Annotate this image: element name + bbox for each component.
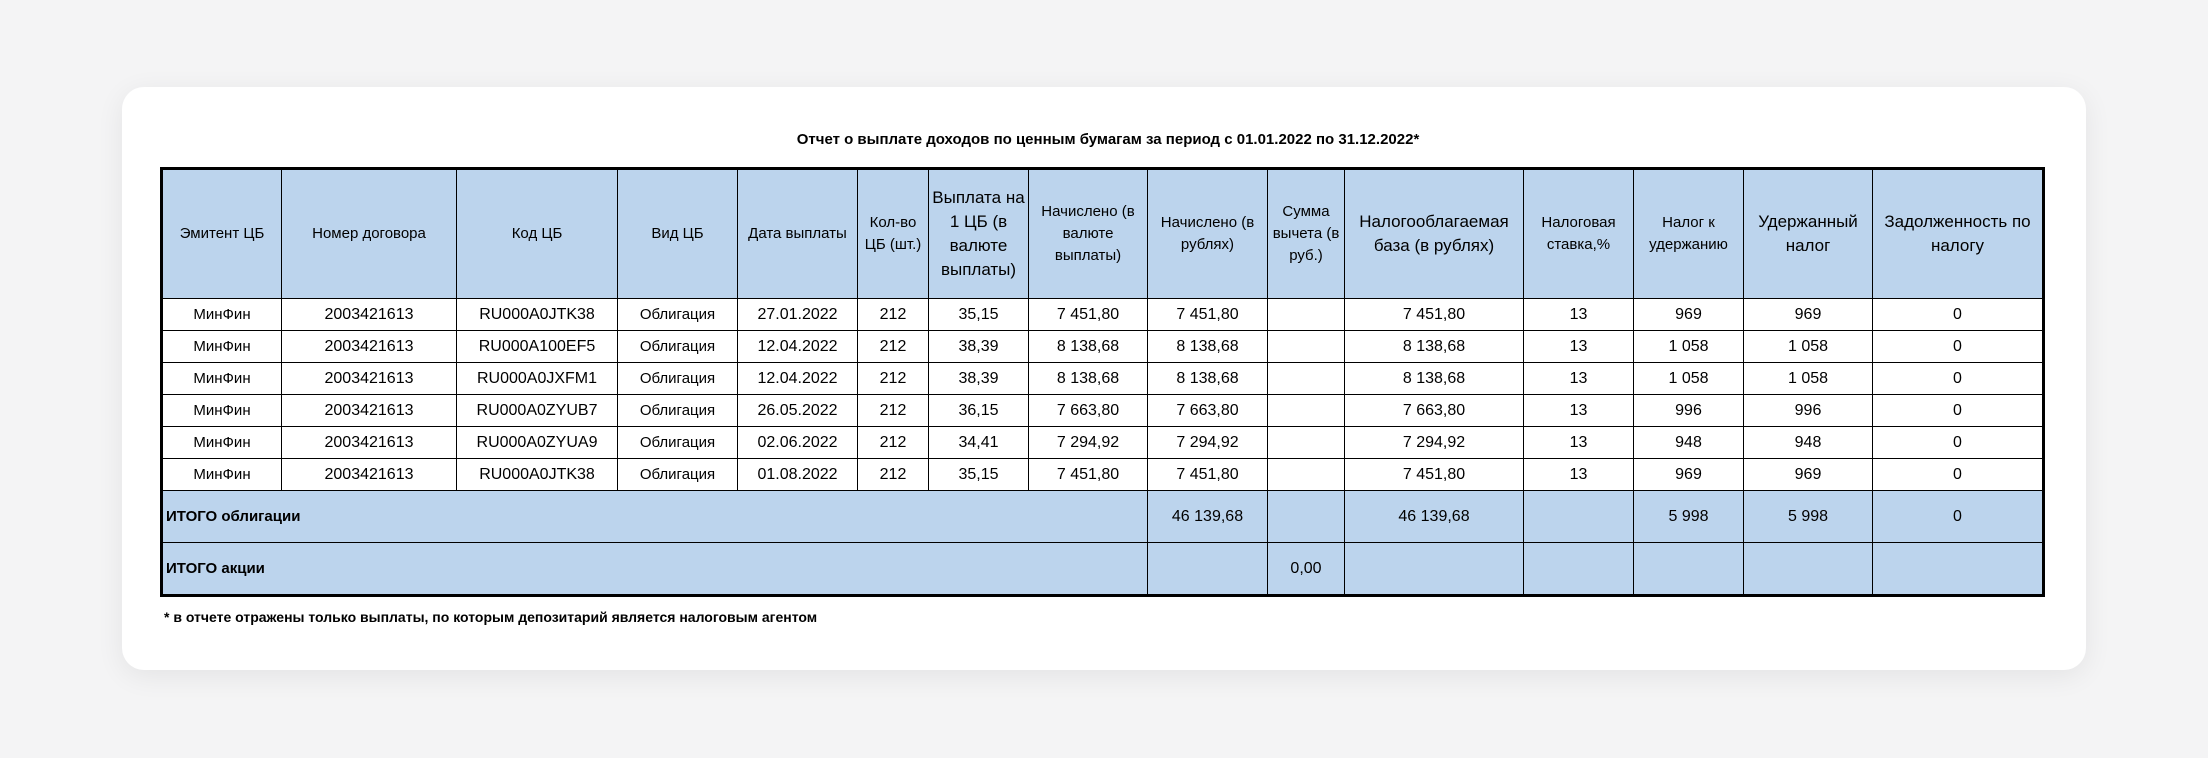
cell-tax-withheld: 969 xyxy=(1744,459,1873,491)
cell-contract: 2003421613 xyxy=(282,427,457,459)
col-header-tax-debt: Задолженность по налогу xyxy=(1873,169,2044,299)
col-header-contract: Номер договора xyxy=(282,169,457,299)
cell-security-type: Облигация xyxy=(618,459,738,491)
cell-accrued-currency: 8 138,68 xyxy=(1029,363,1148,395)
total-bonds-rate xyxy=(1524,491,1634,543)
income-report-table xyxy=(160,167,2045,597)
cell-tax-base: 7 294,92 xyxy=(1345,427,1524,459)
cell-accrued-currency: 7 451,80 xyxy=(1029,299,1148,331)
cell-payment-date: 12.04.2022 xyxy=(738,363,858,395)
cell-accrued-currency: 7 294,92 xyxy=(1029,427,1148,459)
cell-accrued-currency: 7 451,80 xyxy=(1029,459,1148,491)
cell-quantity: 212 xyxy=(858,299,929,331)
cell-quantity: 212 xyxy=(858,363,929,395)
cell-payment-per-unit: 38,39 xyxy=(929,363,1029,395)
cell-issuer: МинФин xyxy=(162,299,282,331)
cell-accrued-rub: 7 451,80 xyxy=(1148,459,1268,491)
cell-tax-rate: 13 xyxy=(1524,363,1634,395)
cell-tax-debt: 0 xyxy=(1873,427,2044,459)
cell-deduction xyxy=(1268,459,1345,491)
total-shares-label: ИТОГО акции xyxy=(162,543,1148,596)
cell-tax-base: 8 138,68 xyxy=(1345,331,1524,363)
cell-payment-per-unit: 34,41 xyxy=(929,427,1029,459)
table-row xyxy=(162,459,2044,491)
col-header-issuer: Эмитент ЦБ xyxy=(162,169,282,299)
cell-accrued-rub: 8 138,68 xyxy=(1148,331,1268,363)
cell-tax-rate: 13 xyxy=(1524,331,1634,363)
total-bonds-row xyxy=(162,491,2044,543)
cell-tax-due: 969 xyxy=(1634,299,1744,331)
cell-quantity: 212 xyxy=(858,331,929,363)
total-shares-rate xyxy=(1524,543,1634,596)
cell-accrued-currency: 7 663,80 xyxy=(1029,395,1148,427)
cell-tax-withheld: 1 058 xyxy=(1744,331,1873,363)
total-bonds-tax-due: 5 998 xyxy=(1634,491,1744,543)
col-header-tax-base: Налогооблагаемая база (в рублях) xyxy=(1345,169,1524,299)
cell-security-type: Облигация xyxy=(618,363,738,395)
cell-tax-due: 996 xyxy=(1634,395,1744,427)
cell-tax-base: 7 451,80 xyxy=(1345,299,1524,331)
cell-security-code: RU000A0JXFM1 xyxy=(457,363,618,395)
table-row xyxy=(162,427,2044,459)
cell-tax-withheld: 996 xyxy=(1744,395,1873,427)
cell-payment-per-unit: 35,15 xyxy=(929,299,1029,331)
cell-contract: 2003421613 xyxy=(282,459,457,491)
cell-tax-base: 7 663,80 xyxy=(1345,395,1524,427)
total-shares-debt xyxy=(1873,543,2044,596)
table-header-row xyxy=(162,169,2044,299)
cell-deduction xyxy=(1268,427,1345,459)
col-header-security-code: Код ЦБ xyxy=(457,169,618,299)
total-bonds-accrued-rub: 46 139,68 xyxy=(1148,491,1268,543)
cell-accrued-rub: 7 451,80 xyxy=(1148,299,1268,331)
cell-tax-withheld: 1 058 xyxy=(1744,363,1873,395)
col-header-payment-per-unit: Выплата на 1 ЦБ (в валюте выплаты) xyxy=(929,169,1029,299)
table-row xyxy=(162,299,2044,331)
cell-tax-due: 948 xyxy=(1634,427,1744,459)
cell-accrued-rub: 7 294,92 xyxy=(1148,427,1268,459)
table-row xyxy=(162,395,2044,427)
cell-tax-debt: 0 xyxy=(1873,363,2044,395)
col-header-payment-date: Дата выплаты xyxy=(738,169,858,299)
cell-tax-base: 8 138,68 xyxy=(1345,363,1524,395)
cell-tax-debt: 0 xyxy=(1873,395,2044,427)
cell-contract: 2003421613 xyxy=(282,299,457,331)
cell-tax-debt: 0 xyxy=(1873,331,2044,363)
cell-issuer: МинФин xyxy=(162,459,282,491)
col-header-accrued-rub: Начислено (в рублях) xyxy=(1148,169,1268,299)
cell-security-code: RU000A0ZYUA9 xyxy=(457,427,618,459)
col-header-tax-withheld: Удержанный налог xyxy=(1744,169,1873,299)
total-shares-tax-due xyxy=(1634,543,1744,596)
cell-tax-rate: 13 xyxy=(1524,395,1634,427)
cell-issuer: МинФин xyxy=(162,427,282,459)
total-bonds-tax-withheld: 5 998 xyxy=(1744,491,1873,543)
cell-tax-withheld: 948 xyxy=(1744,427,1873,459)
cell-tax-due: 1 058 xyxy=(1634,363,1744,395)
cell-payment-date: 02.06.2022 xyxy=(738,427,858,459)
cell-tax-rate: 13 xyxy=(1524,427,1634,459)
total-shares-deduction: 0,00 xyxy=(1268,543,1345,596)
cell-tax-due: 969 xyxy=(1634,459,1744,491)
cell-issuer: МинФин xyxy=(162,395,282,427)
cell-payment-per-unit: 35,15 xyxy=(929,459,1029,491)
table-row xyxy=(162,331,2044,363)
cell-accrued-rub: 7 663,80 xyxy=(1148,395,1268,427)
total-shares-accrued-rub xyxy=(1148,543,1268,596)
cell-tax-due: 1 058 xyxy=(1634,331,1744,363)
cell-contract: 2003421613 xyxy=(282,395,457,427)
cell-security-code: RU000A0JTK38 xyxy=(457,299,618,331)
cell-deduction xyxy=(1268,299,1345,331)
report-footnote: * в отчете отражены только выплаты, по которым депозитарий является налоговым агентом xyxy=(164,609,818,625)
cell-deduction xyxy=(1268,395,1345,427)
col-header-security-type: Вид ЦБ xyxy=(618,169,738,299)
cell-accrued-currency: 8 138,68 xyxy=(1029,331,1148,363)
cell-accrued-rub: 8 138,68 xyxy=(1148,363,1268,395)
cell-tax-base: 7 451,80 xyxy=(1345,459,1524,491)
col-header-accrued-currency: Начислено (в валюте выплаты) xyxy=(1029,169,1148,299)
cell-payment-date: 01.08.2022 xyxy=(738,459,858,491)
cell-security-type: Облигация xyxy=(618,395,738,427)
cell-security-type: Облигация xyxy=(618,331,738,363)
total-bonds-label: ИТОГО облигации xyxy=(162,491,1148,543)
cell-quantity: 212 xyxy=(858,459,929,491)
cell-quantity: 212 xyxy=(858,427,929,459)
cell-tax-debt: 0 xyxy=(1873,299,2044,331)
report-title: Отчет о выплате доходов по ценным бумагам за период с 01.01.2022 по 31.12.2022* xyxy=(796,131,1420,148)
cell-issuer: МинФин xyxy=(162,363,282,395)
cell-security-code: RU000A100EF5 xyxy=(457,331,618,363)
cell-tax-rate: 13 xyxy=(1524,299,1634,331)
cell-contract: 2003421613 xyxy=(282,331,457,363)
cell-contract: 2003421613 xyxy=(282,363,457,395)
cell-payment-date: 12.04.2022 xyxy=(738,331,858,363)
total-bonds-deduction xyxy=(1268,491,1345,543)
col-header-tax-rate: Налоговая ставка,% xyxy=(1524,169,1634,299)
cell-payment-date: 27.01.2022 xyxy=(738,299,858,331)
cell-tax-withheld: 969 xyxy=(1744,299,1873,331)
total-bonds-tax-base: 46 139,68 xyxy=(1345,491,1524,543)
cell-deduction xyxy=(1268,363,1345,395)
cell-payment-date: 26.05.2022 xyxy=(738,395,858,427)
col-header-tax-due: Налог к удержанию xyxy=(1634,169,1744,299)
total-bonds-debt: 0 xyxy=(1873,491,2044,543)
cell-security-code: RU000A0JTK38 xyxy=(457,459,618,491)
cell-payment-per-unit: 36,15 xyxy=(929,395,1029,427)
cell-security-type: Облигация xyxy=(618,427,738,459)
cell-security-code: RU000A0ZYUB7 xyxy=(457,395,618,427)
total-shares-tax-base xyxy=(1345,543,1524,596)
col-header-quantity: Кол-во ЦБ (шт.) xyxy=(858,169,929,299)
table-row xyxy=(162,363,2044,395)
col-header-deduction: Сумма вычета (в руб.) xyxy=(1268,169,1345,299)
cell-quantity: 212 xyxy=(858,395,929,427)
cell-tax-rate: 13 xyxy=(1524,459,1634,491)
cell-deduction xyxy=(1268,331,1345,363)
cell-security-type: Облигация xyxy=(618,299,738,331)
report-card xyxy=(122,87,2086,670)
cell-tax-debt: 0 xyxy=(1873,459,2044,491)
cell-payment-per-unit: 38,39 xyxy=(929,331,1029,363)
cell-issuer: МинФин xyxy=(162,331,282,363)
total-shares-tax-withheld xyxy=(1744,543,1873,596)
total-shares-row xyxy=(162,543,2044,596)
